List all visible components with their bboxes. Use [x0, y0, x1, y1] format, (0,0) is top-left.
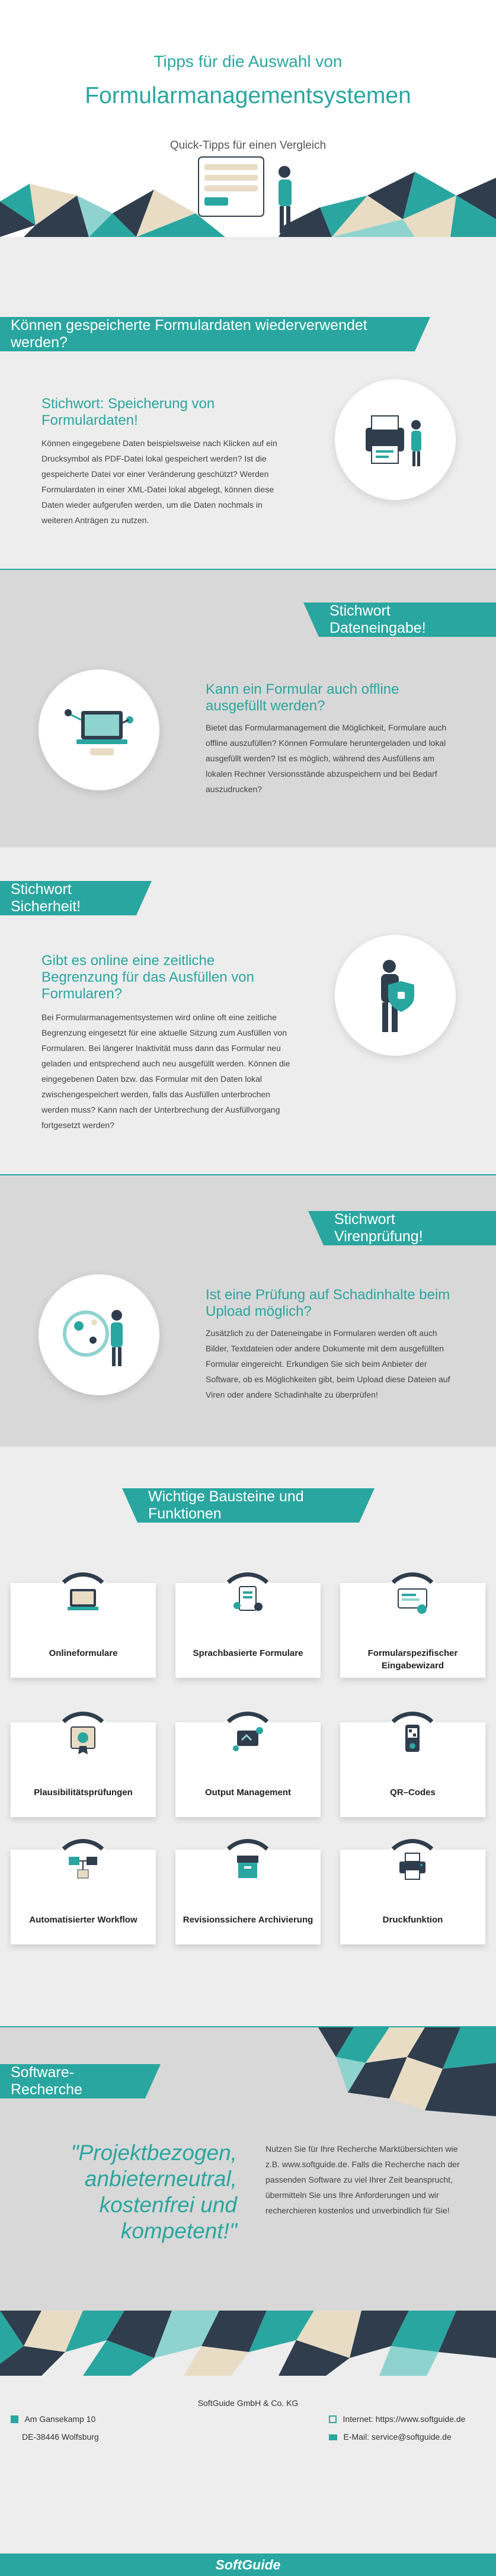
banner-ribbon-tail: [359, 1488, 375, 1523]
section-2-heading: Kann ein Formular auch offline ausgefüllt werden?: [206, 681, 399, 714]
feature-label: Automatisierter Workflow: [29, 1915, 137, 1925]
research-quote: "Projektbezogen, anbieterneutral, kostenfrei und kompetent!": [71, 2141, 237, 2243]
feature-card: [340, 1722, 485, 1817]
qr-code-icon: [395, 1722, 430, 1758]
laptop-form-icon: [65, 1583, 101, 1619]
softguide-logo: SoftGuide: [215, 2557, 281, 2572]
header-title-line1: Tipps für die Auswahl von: [153, 52, 343, 71]
features-section: [0, 1447, 496, 2026]
banner-ribbon-tail: [122, 1488, 137, 1523]
section-3-banner: [0, 881, 136, 915]
footer-email-link[interactable]: E-Mail: service@softguide.de: [343, 2432, 452, 2442]
footer: [0, 2311, 496, 2576]
section-3-text: Bei Formularmanagementsystemen wird online oft eine zeitliche Begrenzung eingesetzt für eine aktuelle Sitzung zum Ausfüllen von Formularen. Bei längerer Inaktivität muss dann das Formular neu geladen und entsprechend auch neu ausgefüllt werden. Können die eingegebenen Daten bzw. das Formular mit den Daten lokal zwischengespeichert werden, falls das Ausfüllen unterbrochen werden muss? Kann nach der Unterbrechung der Ausfüllvorgang fortgesetzt werden?: [41, 1013, 290, 1130]
laptop-network-icon: [63, 702, 135, 758]
feature-card: [340, 1850, 485, 1944]
printer-pdf-icon: [363, 410, 428, 469]
section-2-illustration: [39, 669, 159, 790]
feature-label: Onlineformulare: [49, 1648, 118, 1658]
wizard-icon: [395, 1583, 430, 1619]
printer-icon: [395, 1850, 430, 1885]
footer-address: [11, 2414, 95, 2425]
header-subtitle: Quick-Tipps für einen Vergleich: [169, 139, 327, 152]
section-4: [0, 1174, 496, 1447]
header-illustration: [196, 151, 302, 237]
external-link-icon: [329, 2415, 337, 2423]
features-banner-text: Wichtige Bausteine und Funktionen: [148, 1488, 304, 1522]
footer-bottom-bar: [0, 2553, 496, 2576]
section-1-banner: [0, 317, 415, 351]
footer-street: Am Gansekamp 10: [24, 2414, 96, 2424]
footer-email[interactable]: [329, 2432, 452, 2443]
section-4-banner-text: Stichwort Virenprüfung!: [334, 1211, 423, 1245]
section-3-banner-text: Stichwort Sicherheit!: [11, 881, 81, 915]
banner-ribbon-tail: [303, 603, 319, 637]
footer-company: SoftGuide GmbH & Co. KG: [197, 2398, 299, 2408]
workflow-icon: [65, 1850, 101, 1885]
banner-ribbon-tail: [308, 1211, 324, 1245]
section-2-banner-text: Stichwort Dateneingabe!: [329, 603, 426, 636]
mail-icon: [329, 2434, 337, 2440]
section-1-banner-text: Können gespeicherte Formulardaten wiederverwendet werden?: [11, 317, 367, 351]
research-text: Nutzen Sie für Ihre Recherche Marktübersichten wie z.B. www.softguide.de. Falls die Recherche nach der passenden Software zu viel Ihrer Zeit beansprucht, übermitteln Sie uns Ihre Anforderungen und wir recherchieren kostenlos und unverbindlich für Sie!: [265, 2144, 460, 2215]
section-4-text: Zusätzlich zu der Dateneingabe in Formularen werden oft auch Bilder, Textdateien oder andere Dokumente mit dem ausgefüllten Formular eingereicht. Erkundigen Sie sich beim Anbieter der Software, ob es Möglichkeiten gibt, beim Upload diese Dateien auf Viren oder andere Schadinhalte zu überprüfen!: [206, 1328, 450, 1399]
feature-label: Revisionssichere Archivierung: [183, 1915, 313, 1925]
feature-label: Sprachbasierte Formulare: [193, 1648, 303, 1658]
section-1: [0, 237, 496, 569]
feature-card: [11, 1850, 156, 1944]
footer-city: DE-38446 Wolfsburg: [22, 2432, 99, 2442]
archive-icon: [230, 1850, 265, 1885]
voice-form-icon: [230, 1583, 265, 1619]
banner-ribbon-tail: [136, 881, 152, 915]
footer-internet[interactable]: [329, 2414, 465, 2425]
section-4-banner: [324, 1211, 496, 1245]
feature-label: Formularspezifischer Eingabewizard: [367, 1648, 458, 1671]
research-section: [0, 2026, 496, 2311]
section-4-heading: Ist eine Prüfung auf Schadinhalte beim Upload möglich?: [206, 1287, 450, 1319]
section-4-illustration: [39, 1274, 159, 1395]
feature-card: [175, 1722, 321, 1817]
section-3-illustration: [335, 935, 456, 1056]
virus-scan-icon: [62, 1301, 136, 1369]
section-1-text: Können eingegebene Daten beispielsweise nach Klicken auf ein Drucksymbol als PDF-Datei lokal gespeichert werden? Ist die gespeicherte Datei vor einer Veränderung geschützt? Werden Formulardaten in einer XML-Datei lokal abgelegt, können diese Daten wieder aufgerufen werden, um die Daten nochmals in weiteren Anträgen zu nutzen.: [41, 438, 277, 525]
feature-label: Druckfunktion: [382, 1915, 443, 1925]
header-title-line2: Formularmanagementsystemen: [85, 83, 411, 108]
features-banner: [137, 1488, 359, 1523]
security-person-icon: [372, 957, 419, 1034]
research-banner: [0, 2064, 145, 2098]
section-3: [0, 847, 496, 1174]
section-2-text: Bietet das Formularmanagement die Möglichkeit, Formulare auch offline auszufüllen? Können Formulare heruntergeladen und lokal ausgefüllt werden? Ist es möglich, während des Ausfüllens am lokalen Rechner Versionsstände abzuspeichern und bei Bedarf auszudrucken?: [206, 723, 447, 794]
feature-label: QR–Codes: [390, 1787, 436, 1798]
section-1-heading: Stichwort: Speicherung von Formulardaten!: [41, 396, 215, 428]
feature-card: [11, 1583, 156, 1678]
certificate-icon: [65, 1722, 101, 1758]
feature-card: [175, 1583, 321, 1678]
feature-card: [340, 1583, 485, 1678]
building-icon: [11, 2415, 18, 2423]
section-1-illustration: [335, 379, 456, 500]
output-icon: [230, 1722, 265, 1758]
section-3-heading: Gibt es online eine zeitliche Begrenzung für das Ausfüllen von Formularen?: [41, 953, 254, 1002]
research-polygon-pattern: [318, 2027, 496, 2116]
feature-card: [175, 1850, 321, 1944]
feature-label: Output Management: [205, 1787, 291, 1798]
feature-label: Plausibilitätsprüfungen: [34, 1787, 133, 1798]
banner-ribbon-tail: [415, 317, 430, 351]
section-2: [0, 569, 496, 847]
feature-card: [11, 1722, 156, 1817]
research-banner-text: Software-Recherche: [11, 2064, 82, 2098]
section-2-banner: [319, 603, 496, 637]
footer-polygon-pattern: [0, 2311, 496, 2376]
footer-internet-link[interactable]: Internet: https://www.softguide.de: [343, 2414, 466, 2424]
header: [0, 0, 496, 237]
banner-ribbon-tail: [145, 2064, 161, 2098]
